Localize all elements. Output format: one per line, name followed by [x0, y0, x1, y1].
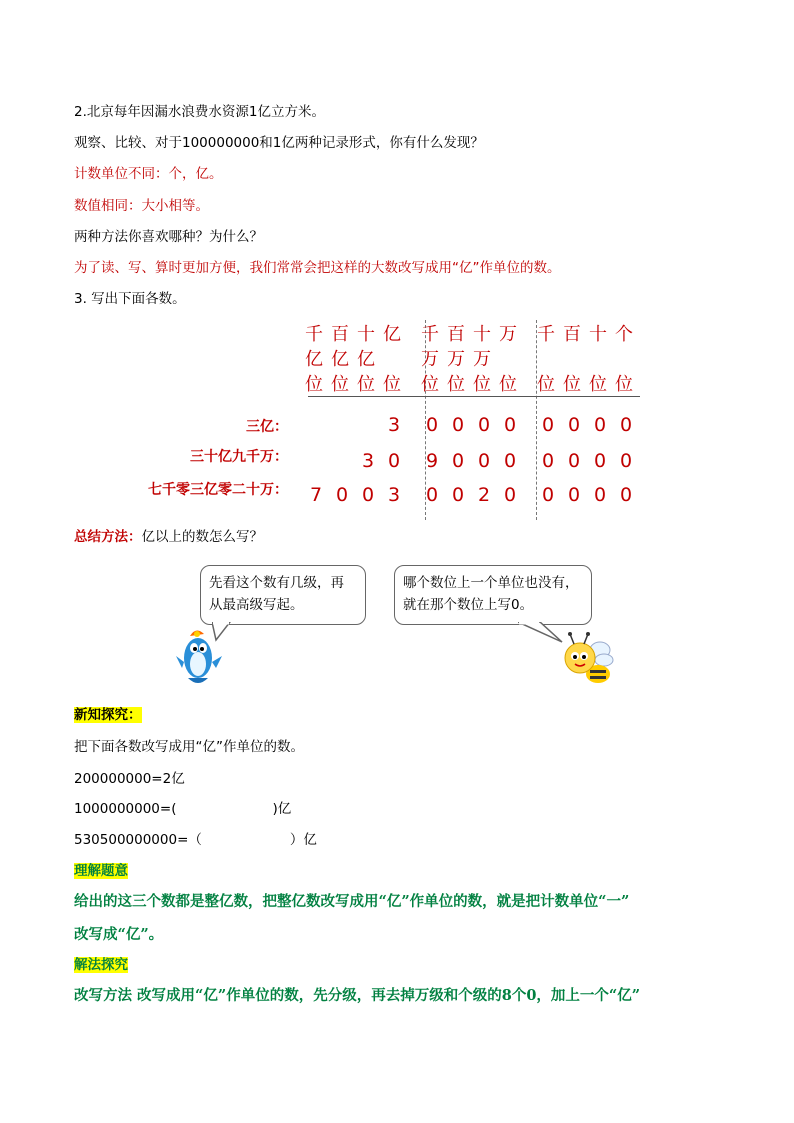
place-header-cell: 十: [357, 324, 375, 345]
place-header-cell: 亿: [383, 324, 401, 345]
digit-cell: 0: [619, 484, 633, 506]
digit-cell: 9: [425, 450, 439, 472]
place-header-cell: 百: [447, 324, 465, 345]
explore-line-2-end: )亿: [272, 801, 292, 817]
place-header-cell: 万: [499, 324, 517, 345]
digit-cell: 0: [503, 414, 517, 436]
summary-text: 亿以上的数怎么写？: [141, 529, 263, 545]
digit-cell: 0: [541, 414, 555, 436]
place-header-cell: 千: [305, 324, 323, 345]
explore-line-1: 200000000=2亿: [74, 771, 185, 787]
place-header-cell: 个: [615, 324, 633, 345]
place-header-cell: 千: [421, 324, 439, 345]
place-header-cell: 亿: [331, 349, 349, 370]
understand-text-2: 改写成“亿”。: [74, 926, 164, 943]
place-header-cell: 位: [615, 374, 633, 395]
explore-line-2: [74, 800, 291, 818]
dolphin-mascot-icon: [170, 626, 228, 688]
explore-line-2-start: 1000000000=(: [74, 801, 177, 817]
digit-cell: 0: [567, 414, 581, 436]
speech-bubble-right: 哪个数位上一个单位也没有，就在那个数位上写0。: [394, 565, 592, 625]
q2-answer-value: 数值相同：大小相等。: [74, 198, 209, 214]
place-header-cell: 位: [305, 374, 323, 395]
place-header-cell: 十: [473, 324, 491, 345]
digit-cell: 0: [503, 450, 517, 472]
digit-cell: 0: [619, 450, 633, 472]
place-header-cell: 千: [537, 324, 555, 345]
understand-text-1: 给出的这三个数都是整亿数，把整亿数改写成用“亿”作单位的数，就是把计数单位“一”: [74, 893, 630, 910]
digit-cell: 2: [477, 484, 491, 506]
row-label: 三十亿九千万：: [190, 449, 288, 465]
q3-title: 3. 写出下面各数。: [74, 291, 186, 307]
digit-cell: 0: [451, 414, 465, 436]
digit-cell: 0: [387, 450, 401, 472]
q2-answer-reason: 为了读、写、算时更加方便，我们常常会把这样的大数改写成用“亿”作单位的数。: [74, 260, 561, 276]
place-header-cell: 亿: [305, 349, 323, 370]
place-header-cell: 位: [499, 374, 517, 395]
digit-cell: 0: [593, 450, 607, 472]
digit-cell: 0: [477, 450, 491, 472]
place-header-cell: 百: [331, 324, 349, 345]
digit-cell: 3: [387, 414, 401, 436]
header-rule: [308, 396, 640, 397]
place-header-cell: 位: [383, 374, 401, 395]
explore-tag-line: [74, 706, 142, 724]
q2-title: 2.北京每年因漏水浪费水资源1亿立方米。: [74, 104, 325, 120]
digit-cell: 0: [541, 484, 555, 506]
understand-tag: 理解题意: [74, 863, 128, 879]
summary-line: [74, 528, 263, 546]
digit-cell: 7: [309, 484, 323, 506]
digit-cell: 0: [619, 414, 633, 436]
digit-cell: 3: [387, 484, 401, 506]
q2-prompt-preference: 两种方法你喜欢哪种？为什么？: [74, 229, 263, 245]
explore-prompt: 把下面各数改写成用“亿”作单位的数。: [74, 739, 304, 755]
digit-cell: 0: [451, 484, 465, 506]
digit-cell: 3: [361, 450, 375, 472]
q2-answer-units: 计数单位不同：个，亿。: [74, 166, 223, 182]
place-header-cell: 万: [473, 349, 491, 370]
place-header-cell: 位: [563, 374, 581, 395]
place-header-cell: 万: [421, 349, 439, 370]
method-tag-line: [74, 956, 128, 974]
place-header-cell: 位: [331, 374, 349, 395]
digit-cell: 0: [567, 450, 581, 472]
place-header-cell: 百: [563, 324, 581, 345]
place-header-cell: 位: [473, 374, 491, 395]
place-header-cell: 万: [447, 349, 465, 370]
place-header-cell: 亿: [357, 349, 375, 370]
explore-line-3: [74, 831, 317, 849]
q2-prompt: 观察、比较、对于100000000和1亿两种记录形式，你有什么发现？: [74, 135, 484, 151]
place-header-cell: 位: [357, 374, 375, 395]
digit-cell: 0: [567, 484, 581, 506]
row-label: 三亿：: [246, 419, 288, 435]
digit-cell: 0: [503, 484, 517, 506]
digit-cell: 0: [541, 450, 555, 472]
explore-line-3-start: 530500000000=（: [74, 832, 202, 848]
digit-cell: 0: [451, 450, 465, 472]
method-text: 改写方法 改写成用“亿”作单位的数，先分级，再去掉万级和个级的8个0，加上一个“亿”: [74, 987, 641, 1004]
bee-mascot-icon: [556, 630, 618, 690]
digit-cell: 0: [593, 414, 607, 436]
digit-cell: 0: [477, 414, 491, 436]
method-tag: 解法探究: [74, 957, 128, 973]
place-header-cell: 位: [421, 374, 439, 395]
digit-cell: 0: [425, 484, 439, 506]
speech-bubble-left: 先看这个数有几级，再从最高级写起。: [200, 565, 366, 625]
place-header-cell: 位: [537, 374, 555, 395]
understand-tag-line: [74, 862, 128, 880]
digit-cell: 0: [425, 414, 439, 436]
digit-cell: 0: [361, 484, 375, 506]
place-header-cell: 位: [589, 374, 607, 395]
summary-label: 总结方法：: [74, 529, 142, 545]
digit-cell: 0: [335, 484, 349, 506]
explore-line-3-end: ）亿: [289, 832, 317, 848]
place-header-cell: 位: [447, 374, 465, 395]
digit-cell: 0: [593, 484, 607, 506]
place-header-cell: 十: [589, 324, 607, 345]
row-label: 七千零三亿零二十万：: [148, 482, 288, 498]
explore-tag: 新知探究：: [74, 707, 142, 723]
